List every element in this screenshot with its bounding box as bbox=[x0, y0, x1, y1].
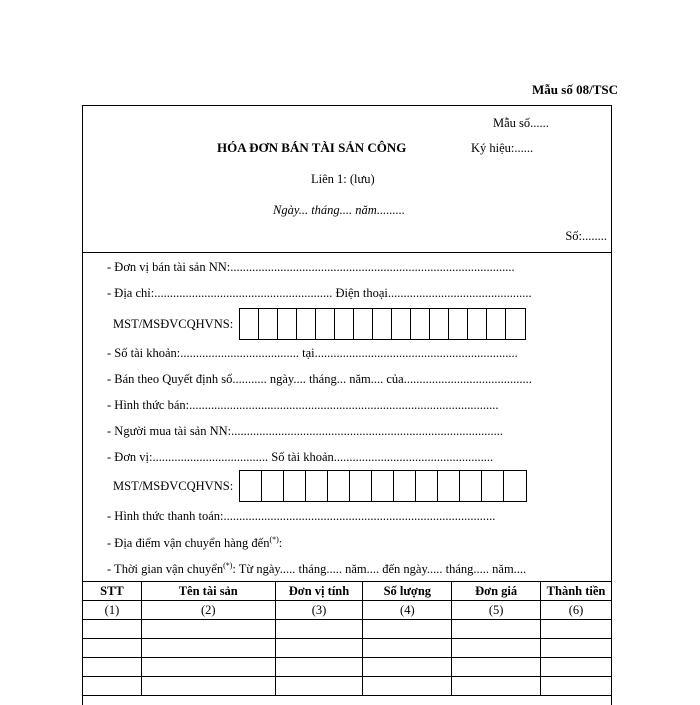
account-line: - Số tài khoản:...................................... tại................................................................. bbox=[107, 346, 518, 360]
buyer-mst-boxes[interactable] bbox=[239, 470, 527, 502]
seller-mst-boxes[interactable] bbox=[239, 308, 526, 340]
copy-label: Liên 1: (lưu) bbox=[311, 172, 375, 186]
table-row bbox=[83, 620, 612, 639]
invoice-date: Ngày... tháng.... năm......... bbox=[273, 203, 405, 217]
unit-line: - Đơn vị:..................................... Số tài khoản................................................... bbox=[107, 450, 494, 464]
seller-mst-row bbox=[113, 308, 526, 340]
invoice-symbol: Ký hiệu:...... bbox=[471, 141, 534, 155]
buyer-mst-row bbox=[113, 470, 527, 502]
col-unit: Đơn vị tính bbox=[275, 582, 363, 601]
col-unit-price: Đơn giá bbox=[452, 582, 541, 601]
seller-mst-label: MST/MSĐVCQHVNS: bbox=[113, 316, 234, 331]
buyer-line: - Người mua tài sản NN:....................................................................................... bbox=[107, 424, 504, 438]
col-stt: STT bbox=[83, 582, 142, 601]
items-table bbox=[82, 581, 612, 696]
col-asset-name: Tên tài sản bbox=[141, 582, 275, 601]
sale-form-line: - Hình thức bán:................................................................................................... bbox=[107, 398, 499, 412]
col-total: Thành tiền bbox=[541, 582, 612, 601]
table-row bbox=[83, 677, 612, 696]
invoice-frame bbox=[82, 105, 612, 705]
payment-line: - Hình thức thanh toán:....................................................................................... bbox=[107, 509, 496, 523]
delivery-time-line: - Thời gian vận chuyển(*): Từ ngày..... tháng..... năm.... đến ngày..... tháng..... năm.... bbox=[107, 561, 527, 577]
table-number-row: (1) (2) (3) (4) (5) (6) bbox=[83, 601, 612, 620]
invoice-header bbox=[83, 106, 611, 253]
table-header-row bbox=[83, 582, 612, 601]
delivery-place-line: - Địa điểm vận chuyển hàng đến(*): bbox=[107, 535, 283, 551]
col-quantity: Số lượng bbox=[363, 582, 452, 601]
form-code: Mẫu số 08/TSC bbox=[532, 82, 618, 97]
table-row bbox=[83, 639, 612, 658]
buyer-mst-label: MST/MSĐVCQHVNS: bbox=[113, 478, 234, 493]
address-line: - Địa chỉ:......................................................... Điện thoại.............................................. bbox=[107, 286, 532, 300]
decision-line: - Bán theo Quyết định số........... ngày.... tháng... năm.... của......................................... bbox=[107, 372, 532, 386]
table-row bbox=[83, 658, 612, 677]
invoice-title: HÓA ĐƠN BÁN TÀI SẢN CÔNG bbox=[217, 140, 407, 155]
template-number: Mẫu số...... bbox=[493, 116, 549, 130]
seller-unit-line: - Đơn vị bán tài sản NN:........................................................................................... bbox=[107, 260, 515, 274]
invoice-number: Số:........ bbox=[565, 229, 607, 243]
